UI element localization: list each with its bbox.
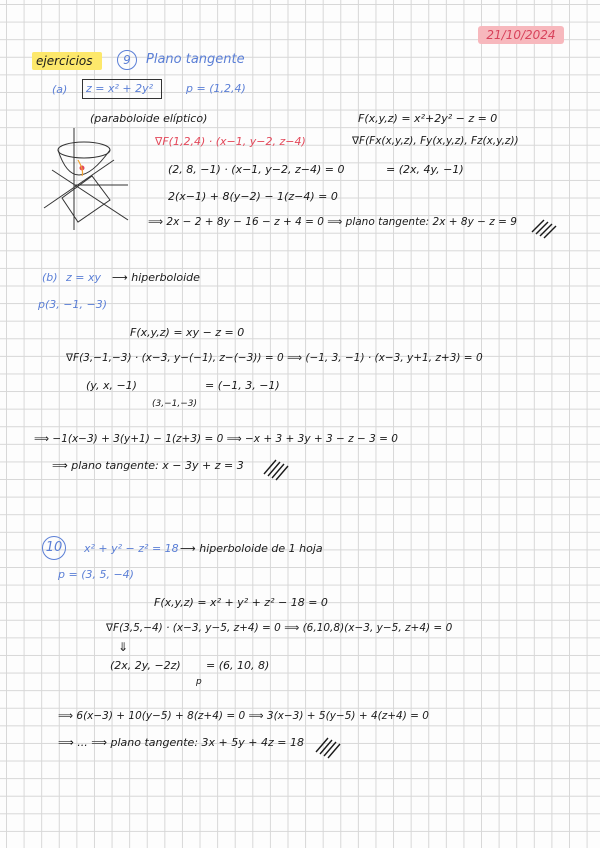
problem10-line3: ⟹ ... ⟹ plano tangente: 3x + 5y + 4z = 18	[58, 736, 304, 749]
problem10-line1: ∇F(3,5,−4) · (x−3, y−5, z+4) = 0 ⟹ (6,10,8)(x−3, y−5, z+4) = 0	[106, 622, 453, 634]
part-b-line2: ⟹ −1(x−3) + 3(y+1) − 1(z+3) = 0 ⟹ −x + 3 + 3y + 3 − z − 3 = 0	[34, 433, 398, 445]
paraboloid-sketch	[44, 128, 128, 230]
part-b-point: p(3, −1, −3)	[38, 298, 107, 311]
part-b-F-definition: F(x,y,z) = xy − z = 0	[130, 326, 245, 339]
part-a-gradient-general: ∇F(Fx(x,y,z), Fy(x,y,z), Fz(x,y,z))	[352, 135, 519, 147]
final-answer-mark-10	[316, 738, 340, 758]
topic-title: Plano tangente	[146, 52, 245, 67]
problem-number-9: 9	[117, 50, 137, 70]
part-a-gradient-value: = (2x, 4y, −1)	[386, 163, 464, 176]
part-a-line1: (2, 8, −1) · (x−1, y−2, z−4) = 0	[168, 163, 345, 176]
final-answer-mark-b	[264, 460, 288, 480]
part-a-classification: (paraboloide elíptico)	[90, 112, 208, 125]
exercises-label: ejercicios	[36, 54, 93, 68]
problem10-F-definition: F(x,y,z) = x² + y² + z² − 18 = 0	[154, 596, 328, 609]
part-b-gradient-value: = (−1, 3, −1)	[205, 379, 280, 392]
part-a-line2: 2(x−1) + 8(y−2) − 1(z−4) = 0	[168, 190, 338, 203]
final-answer-mark-a	[532, 220, 556, 238]
part-b-arrow-label: ⟶ hiperboloide	[112, 271, 200, 284]
part-a-gradient-dot: ∇F(1,2,4) · (x−1, y−2, z−4)	[155, 135, 306, 148]
part-a-surface: z = x² + 2y²	[86, 82, 154, 95]
part-b-tag: (b)	[42, 271, 58, 284]
part-b-gradient-vector: (y, x, −1)	[86, 379, 137, 392]
problem10-gradient-vector: (2x, 2y, −2z)	[110, 659, 181, 672]
problem10-line2: ⟹ 6(x−3) + 10(y−5) + 8(z+4) = 0 ⟹ 3(x−3) + 5(y−5) + 4(z+4) = 0	[58, 710, 429, 722]
problem-number-10: 10	[42, 536, 66, 560]
problem10-surface: x² + y² − z² = 18	[84, 542, 179, 555]
part-b-line1: ∇F(3,−1,−3) · (x−3, y−(−1), z−(−3)) = 0 ⟹ (−1, 3, −1) · (x−3, y+1, z+3) = 0	[66, 352, 483, 364]
problem10-arrow-label: ⟶ hiperboloide de 1 hoja	[180, 542, 323, 555]
part-a-point: p = (1,2,4)	[186, 82, 246, 95]
problem10-point: p = (3, 5, −4)	[58, 568, 134, 581]
part-a-tag: (a)	[52, 83, 68, 96]
problem10-down-arrow: ⇓	[118, 640, 129, 654]
part-a-F-definition: F(x,y,z) = x²+2y² − z = 0	[358, 112, 498, 125]
part-b-line3: ⟹ plano tangente: x − 3y + z = 3	[52, 459, 244, 472]
part-a-line3: ⟹ 2x − 2 + 8y − 16 − z + 4 = 0 ⟹ plano tangente: 2x + 8y − z = 9	[148, 216, 517, 228]
problem10-eval-point: p	[196, 677, 202, 687]
part-b-eval-point: (3,−1,−3)	[152, 399, 198, 409]
part-b-surface: z = xy	[66, 271, 102, 284]
date-stamp: 21/10/2024	[478, 26, 564, 44]
problem10-gradient-value: = (6, 10, 8)	[206, 659, 270, 672]
